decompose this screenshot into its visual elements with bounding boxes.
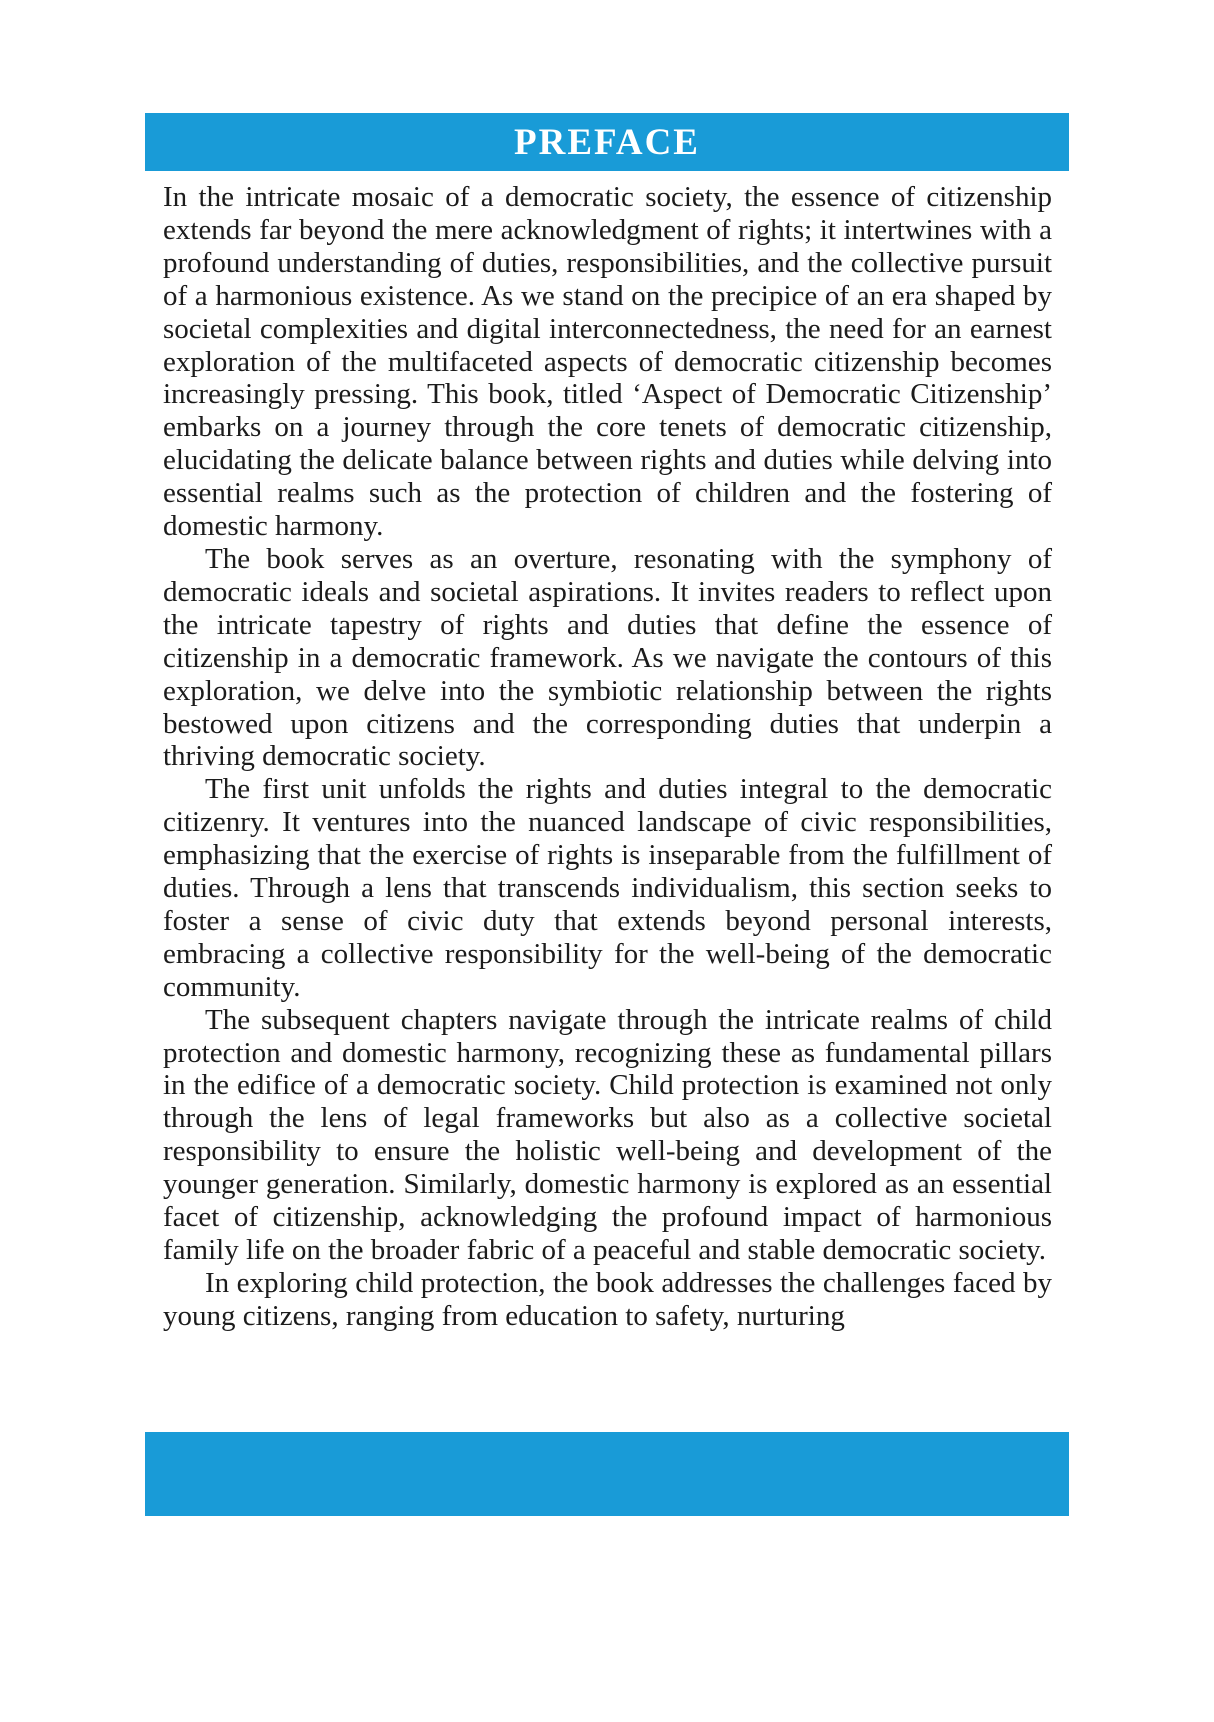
preface-body — [163, 181, 1052, 1333]
preface-header-bar — [145, 113, 1069, 171]
paragraph-4: The subsequent chapters navigate through the intricate realms of child protection and domestic harmony, recognizing these as fundamental pillars in the edifice of a democratic society. Child protection is examined not only through the lens of legal frameworks but also as a collective societal responsibility to ensure the holistic well-being and development of the younger generation. Similarly, domestic harmony is explored as an essential facet of citizenship, acknowledging the profound impact of harmonious family life on the broader fabric of a peaceful and stable democratic society. — [163, 1003, 1052, 1266]
page-title: PREFACE — [514, 121, 700, 163]
paragraph-5: In exploring child protection, the book addresses the challenges faced by young citizens, ranging from education to safety, nurturing — [163, 1266, 1052, 1332]
paragraph-3: The first unit unfolds the rights and duties integral to the democratic citizenry. It ventures into the nuanced landscape of civic responsibilities, emphasizing that the exercise of rights is inseparable from the fulfillment of duties. Through a lens that transcends individualism, this section seeks to foster a sense of civic duty that extends beyond personal interests, embracing a collective responsibility for the well-being of the democratic community. — [163, 773, 1052, 1003]
paragraph-1: In the intricate mosaic of a democratic society, the essence of citizenship extends far beyond the mere acknowledgment of rights; it intertwines with a profound understanding of duties, responsibilities, and the collective pursuit of a harmonious existence. As we stand on the precipice of an era shaped by societal complexities and digital interconnectedness, the need for an earnest exploration of the multifaceted aspects of democratic citizenship becomes increasingly pressing. This book, titled ‘Aspect of Democratic Citizenship’ embarks on a journey through the core tenets of democratic citizenship, elucidating the delicate balance between rights and duties while delving into essential realms such as the protection of children and the fostering of domestic harmony. — [163, 181, 1052, 543]
footer-bar — [145, 1432, 1069, 1516]
paragraph-2: The book serves as an overture, resonating with the symphony of democratic ideals and societal aspirations. It invites readers to reflect upon the intricate tapestry of rights and duties that define the essence of citizenship in a democratic framework. As we navigate the contours of this exploration, we delve into the symbiotic relationship between the rights bestowed upon citizens and the corresponding duties that underpin a thriving democratic society. — [163, 542, 1052, 773]
